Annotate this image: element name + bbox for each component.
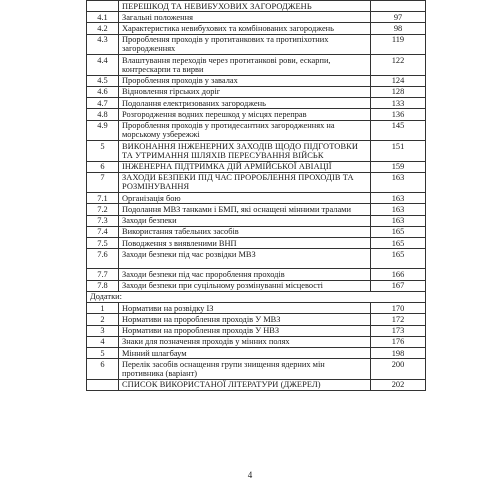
toc-row — [87, 141, 426, 161]
toc-row — [87, 86, 426, 97]
toc-title: Характеристика невибухових та комбінованих загороджень — [119, 23, 371, 34]
toc-number: 7.3 — [87, 215, 119, 226]
toc-number: 6 — [87, 359, 119, 379]
toc-row — [87, 336, 426, 347]
toc-row — [87, 193, 426, 204]
toc-page: 163 — [371, 172, 426, 192]
toc-number: 6 — [87, 161, 119, 172]
toc-number: 7.6 — [87, 249, 119, 269]
toc-number: 4 — [87, 336, 119, 347]
toc-number: 5 — [87, 141, 119, 161]
toc-title: Подолання електризованих загороджень — [119, 98, 371, 109]
toc-page: 133 — [371, 98, 426, 109]
toc-title: ЗАХОДИ БЕЗПЕКИ ПІД ЧАС ПРОРОБЛЕННЯ ПРОХОДІВ ТА РОЗМІНУВАННЯ — [119, 172, 371, 192]
toc-number: 7.1 — [87, 193, 119, 204]
toc-page: 163 — [371, 193, 426, 204]
toc-title: Перелік засобів оснащення групи знищення ядерних мін противника (варіант) — [119, 359, 371, 379]
toc-page: 200 — [371, 359, 426, 379]
toc-page — [371, 1, 426, 12]
toc-row — [87, 226, 426, 237]
toc-page: 136 — [371, 109, 426, 120]
toc-row — [87, 161, 426, 172]
toc-number: 4.1 — [87, 12, 119, 23]
toc-number — [87, 1, 119, 12]
toc-page: 145 — [371, 120, 426, 140]
toc-page: 97 — [371, 12, 426, 23]
toc-number: 3 — [87, 325, 119, 336]
toc-page: 98 — [371, 23, 426, 34]
toc-number: 7.2 — [87, 204, 119, 215]
toc-page: 124 — [371, 75, 426, 86]
toc-section-label: Додатки: — [87, 291, 426, 302]
toc-number: 2 — [87, 314, 119, 325]
toc-row — [87, 12, 426, 23]
toc-page: 172 — [371, 314, 426, 325]
toc-title: Пророблення проходів у протидесантних загородженнях на морському узбережжі — [119, 120, 371, 140]
toc-title: Відновлення гірських доріг — [119, 86, 371, 97]
toc-number: 4.3 — [87, 34, 119, 54]
toc-number: 7.8 — [87, 280, 119, 291]
toc-number: 7 — [87, 172, 119, 192]
toc-title: Нормативи на розвідку ІЗ — [119, 303, 371, 314]
toc-row — [87, 75, 426, 86]
toc-number: 4.8 — [87, 109, 119, 120]
toc-page: 128 — [371, 86, 426, 97]
toc-row — [87, 98, 426, 109]
toc-page: 173 — [371, 325, 426, 336]
toc-title: Знаки для позначення проходів у мінних полях — [119, 336, 371, 347]
toc-row — [87, 379, 426, 390]
toc-number: 4.6 — [87, 86, 119, 97]
toc-row — [87, 249, 426, 269]
toc-title: Пророблення проходів у завалах — [119, 75, 371, 86]
toc-title: Подолання МВЗ танками і БМП, які оснащені мінними тралами — [119, 204, 371, 215]
toc-title: Заходи безпеки — [119, 215, 371, 226]
toc-row — [87, 215, 426, 226]
toc-title: Заходи безпеки під час розвідки МВЗ — [119, 249, 371, 269]
toc-title: ПЕРЕШКОД ТА НЕВИБУХОВИХ ЗАГОРОДЖЕНЬ — [119, 1, 371, 12]
toc-page: 163 — [371, 215, 426, 226]
toc-row — [87, 204, 426, 215]
toc-number: 7.7 — [87, 269, 119, 280]
toc-number: 7.5 — [87, 238, 119, 249]
toc-number: 4.7 — [87, 98, 119, 109]
toc-row — [87, 1, 426, 12]
toc-title: ІНЖЕНЕРНА ПІДТРИМКА ДІЙ АРМІЙСЬКОЇ АВІАЦІЇ — [119, 161, 371, 172]
page-number: 4 — [247, 470, 253, 480]
toc-row — [87, 172, 426, 192]
toc-number: 7.4 — [87, 226, 119, 237]
toc-page: 165 — [371, 249, 426, 269]
toc-page: 166 — [371, 269, 426, 280]
toc-title: Влаштування переходів через протитанкові рови, ескарпи, контрескарпи та вирви — [119, 55, 371, 75]
toc-row — [87, 55, 426, 75]
toc-page: 198 — [371, 348, 426, 359]
toc-page: 122 — [371, 55, 426, 75]
toc-page: 167 — [371, 280, 426, 291]
toc-number: 4.9 — [87, 120, 119, 140]
toc-row — [87, 109, 426, 120]
toc-page: 202 — [371, 379, 426, 390]
toc-title: Загальні положення — [119, 12, 371, 23]
toc-title: Заходи безпеки під час пророблення проходів — [119, 269, 371, 280]
toc-body — [87, 1, 426, 391]
toc-title: Заходи безпеки при суцільному розмінуванні місцевості — [119, 280, 371, 291]
table-of-contents — [86, 0, 426, 391]
toc-title: Нормативи на пророблення проходів У НВЗ — [119, 325, 371, 336]
toc-row — [87, 280, 426, 291]
toc-number: 4.2 — [87, 23, 119, 34]
toc-page: 151 — [371, 141, 426, 161]
toc-row — [87, 34, 426, 54]
toc-title: Мінний шлагбаум — [119, 348, 371, 359]
toc-row — [87, 314, 426, 325]
toc-title: Організація бою — [119, 193, 371, 204]
toc-page: 170 — [371, 303, 426, 314]
toc-title: Нормативи на пророблення проходів У МВЗ — [119, 314, 371, 325]
toc-row — [87, 23, 426, 34]
toc-title: Поводження з виявленими ВНП — [119, 238, 371, 249]
toc-page: 163 — [371, 204, 426, 215]
toc-page: 119 — [371, 34, 426, 54]
toc-page: 176 — [371, 336, 426, 347]
toc-row — [87, 303, 426, 314]
toc-number — [87, 379, 119, 390]
toc-number: 4.5 — [87, 75, 119, 86]
toc-page: 165 — [371, 238, 426, 249]
toc-number: 4.4 — [87, 55, 119, 75]
toc-page: 165 — [371, 226, 426, 237]
toc-row — [87, 120, 426, 140]
toc-row — [87, 325, 426, 336]
toc-title: Розгородження водних перешкод у місцях переправ — [119, 109, 371, 120]
toc-title: Використання табельних засобів — [119, 226, 371, 237]
toc-title: СПИСОК ВИКОРИСТАНОЇ ЛІТЕРАТУРИ (ДЖЕРЕЛ) — [119, 379, 371, 390]
toc-number: 1 — [87, 303, 119, 314]
toc-row — [87, 359, 426, 379]
toc-row — [87, 348, 426, 359]
toc-title: Пророблення проходів у протитанкових та протипіхотних загородженнях — [119, 34, 371, 54]
toc-section-row — [87, 291, 426, 302]
toc-number: 5 — [87, 348, 119, 359]
toc-title: ВИКОНАННЯ ІНЖЕНЕРНИХ ЗАХОДІВ ЩОДО ПІДГОТОВКИ ТА УТРИМАННЯ ШЛЯХІВ ПЕРЕСУВАННЯ ВІЙСЬК — [119, 141, 371, 161]
toc-row — [87, 269, 426, 280]
toc-page: 159 — [371, 161, 426, 172]
toc-row — [87, 238, 426, 249]
